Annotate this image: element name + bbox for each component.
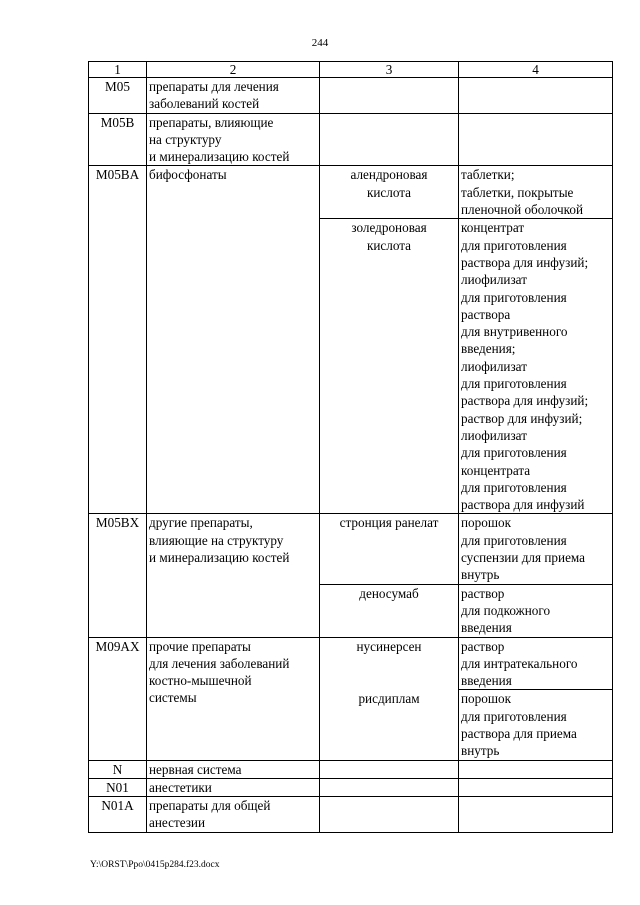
table-row-m05ba [89, 166, 613, 219]
atc-code: N01 [89, 778, 147, 796]
dosage-form [459, 760, 613, 778]
table-row-m09ax [89, 637, 613, 690]
table-row-m05bx [89, 514, 613, 584]
atc-code: M05 [89, 78, 147, 114]
column-header-3: 3 [320, 62, 459, 78]
atc-code: N [89, 760, 147, 778]
dosage-form [459, 797, 613, 833]
document-path-footer: Y:\ORST\Ppo\0415p284.f23.docx [90, 860, 220, 870]
drug-name: деносумаб [320, 584, 459, 637]
group-name: другие препараты, влияющие на структуру и минерализацию костей [147, 514, 320, 637]
dosage-form: порошок для приготовления раствора для приема внутрь [459, 690, 613, 760]
dosage-form: концентрат для приготовления раствора для инфузий; лиофилизат для приготовления раствора для внутривенного введения; лиофилизат для приготовления раствора для инфузий; раствор для инфузий; лиофилизат для приготовления концентрата для приготовления раствора для инфузий [459, 219, 613, 514]
group-name: бифосфонаты [147, 166, 320, 514]
atc-code: M05BA [89, 166, 147, 514]
atc-code: M05B [89, 113, 147, 166]
drug-name: нусинерсен [320, 637, 459, 690]
drug-name: стронция ранелат [320, 514, 459, 584]
column-header-2: 2 [147, 62, 320, 78]
dosage-form: порошок для приготовления суспензии для приема внутрь [459, 514, 613, 584]
drug-name: алендроновая кислота [320, 166, 459, 219]
page-number: 244 [311, 37, 329, 49]
dosage-form: таблетки; таблетки, покрытые пленочной оболочкой [459, 166, 613, 219]
drug-name [320, 760, 459, 778]
table-row-m05 [89, 78, 613, 114]
dosage-form: раствор для подкожного введения [459, 584, 613, 637]
group-name: препараты для лечения заболеваний костей [147, 78, 320, 114]
table-row-m05b [89, 113, 613, 166]
group-name: препараты, влияющие на структуру и минерализацию костей [147, 113, 320, 166]
drug-name: золедроновая кислота [320, 219, 459, 514]
group-name: анестетики [147, 778, 320, 796]
drug-name [320, 78, 459, 114]
dosage-form [459, 778, 613, 796]
table-row-n01a [89, 797, 613, 833]
group-name: прочие препараты для лечения заболеваний костно-мышечной системы [147, 637, 320, 760]
group-name: препараты для общей анестезии [147, 797, 320, 833]
atc-code: N01A [89, 797, 147, 833]
dosage-form [459, 78, 613, 114]
dosage-form [459, 113, 613, 166]
table-row-n [89, 760, 613, 778]
column-header-4: 4 [459, 62, 613, 78]
drug-classification-table [88, 61, 613, 833]
drug-name [320, 113, 459, 166]
column-header-1: 1 [89, 62, 147, 78]
dosage-form: раствор для интратекального введения [459, 637, 613, 690]
drug-name: рисдиплам [320, 690, 459, 760]
group-name: нервная система [147, 760, 320, 778]
atc-code: M05BX [89, 514, 147, 637]
drug-name [320, 797, 459, 833]
drug-name [320, 778, 459, 796]
table-row-n01 [89, 778, 613, 796]
table-header-row [89, 62, 613, 78]
atc-code: M09AX [89, 637, 147, 760]
